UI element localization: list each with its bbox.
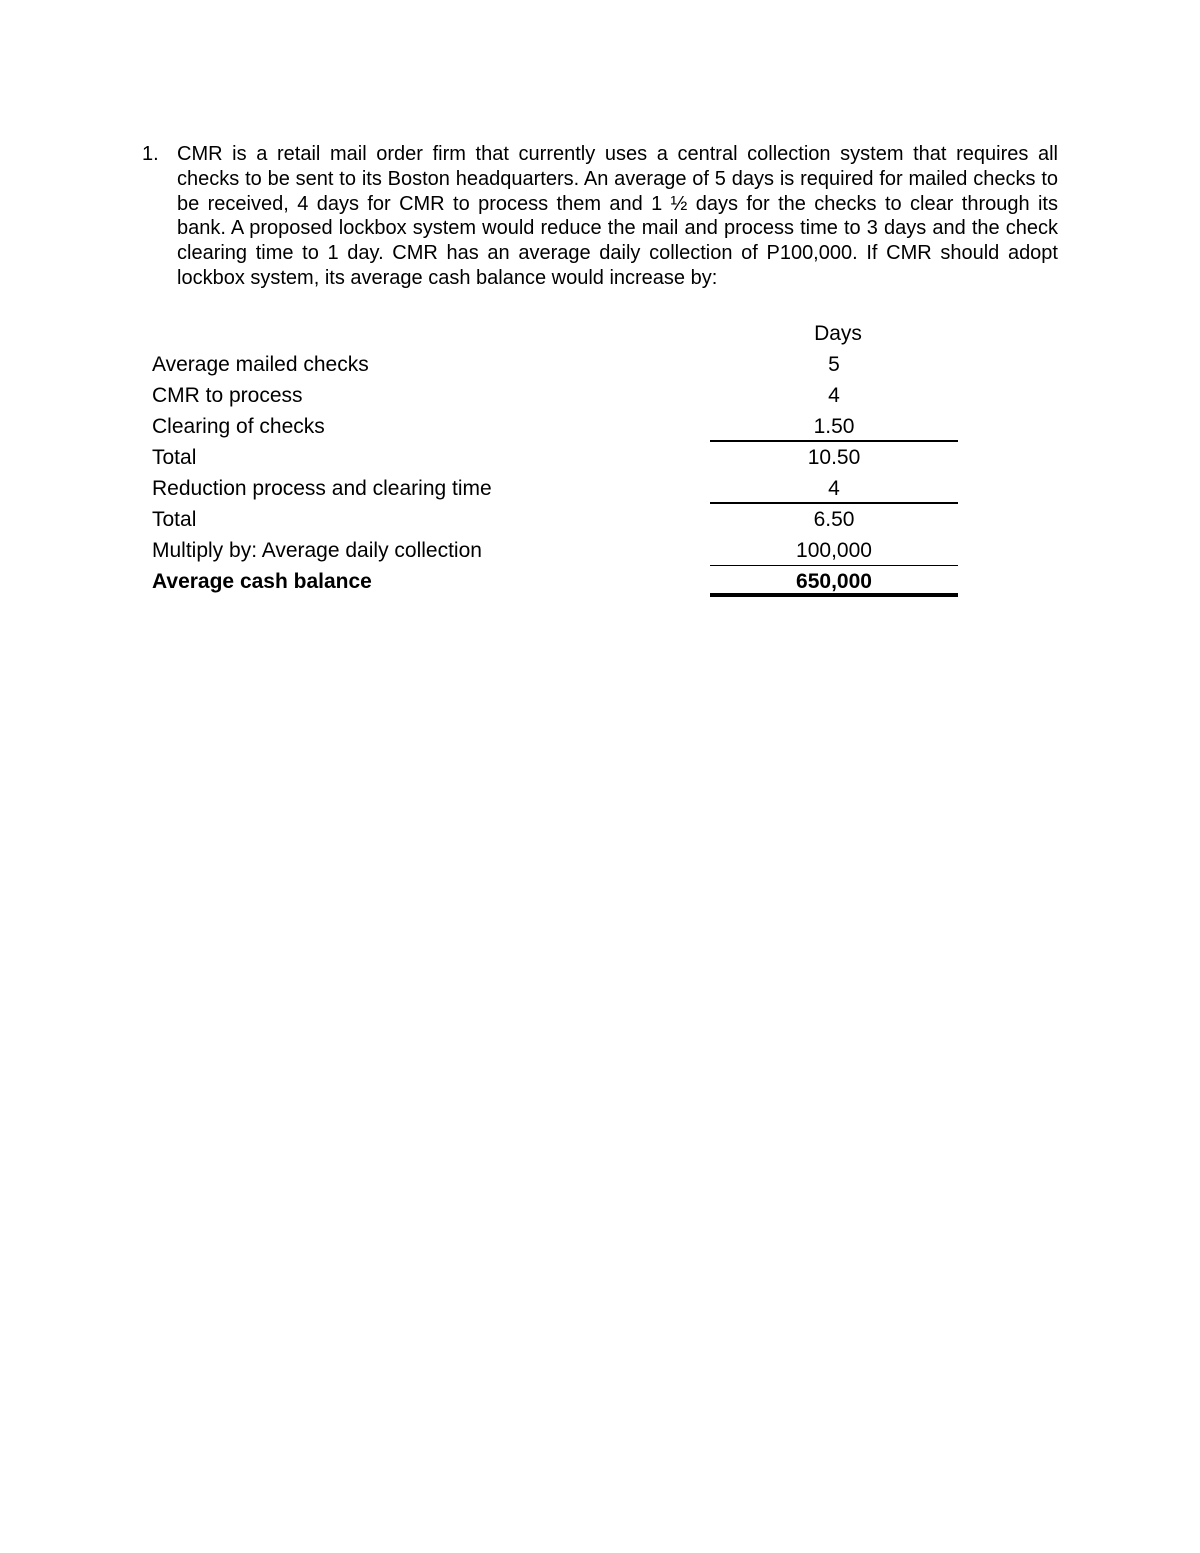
row-label: Average mailed checks bbox=[152, 353, 369, 376]
row-value: 10.50 bbox=[807, 446, 861, 469]
table-row bbox=[152, 442, 960, 473]
table-row bbox=[152, 535, 960, 566]
row-label: Reduction process and clearing time bbox=[152, 477, 492, 500]
row-value-total: 650,000 bbox=[710, 566, 958, 597]
row-value: 4 bbox=[828, 384, 840, 407]
row-label: Total bbox=[152, 446, 197, 469]
table-row-total bbox=[152, 566, 960, 597]
row-label: Multiply by: Average daily collection bbox=[152, 539, 482, 562]
question-block bbox=[142, 142, 1058, 291]
table-row bbox=[152, 504, 960, 535]
row-label-total: Average cash balance bbox=[152, 570, 372, 593]
question-text: CMR is a retail mail order firm that currently uses a central collection system that requires all checks to be sent to its Boston headquarters. An average of 5 days is required for mailed checks to be received, 4 days for CMR to process them and 1 ½ days for the checks to clear through its bank. A proposed lockbox system would reduce the mail and process time to 3 days and the check clearing time to 1 day. CMR has an average daily collection of P100,000. If CMR should adopt lockbox system, its average cash balance would increase by: bbox=[177, 143, 1058, 289]
row-value: 100,000 bbox=[710, 535, 958, 566]
row-value: 5 bbox=[828, 353, 840, 376]
row-label: Clearing of checks bbox=[152, 415, 325, 438]
row-label: Total bbox=[152, 508, 197, 531]
row-value: 4 bbox=[710, 473, 958, 504]
header-row bbox=[152, 318, 960, 349]
question-number: 1. bbox=[142, 143, 159, 165]
table-row bbox=[152, 473, 960, 504]
row-value: 1.50 bbox=[710, 411, 958, 442]
table-row bbox=[152, 349, 960, 380]
row-label: CMR to process bbox=[152, 384, 303, 407]
table-row bbox=[152, 380, 960, 411]
calculation-table bbox=[152, 318, 960, 597]
table-row bbox=[152, 411, 960, 442]
row-value: 6.50 bbox=[813, 508, 855, 531]
days-column-header: Days bbox=[814, 322, 862, 345]
